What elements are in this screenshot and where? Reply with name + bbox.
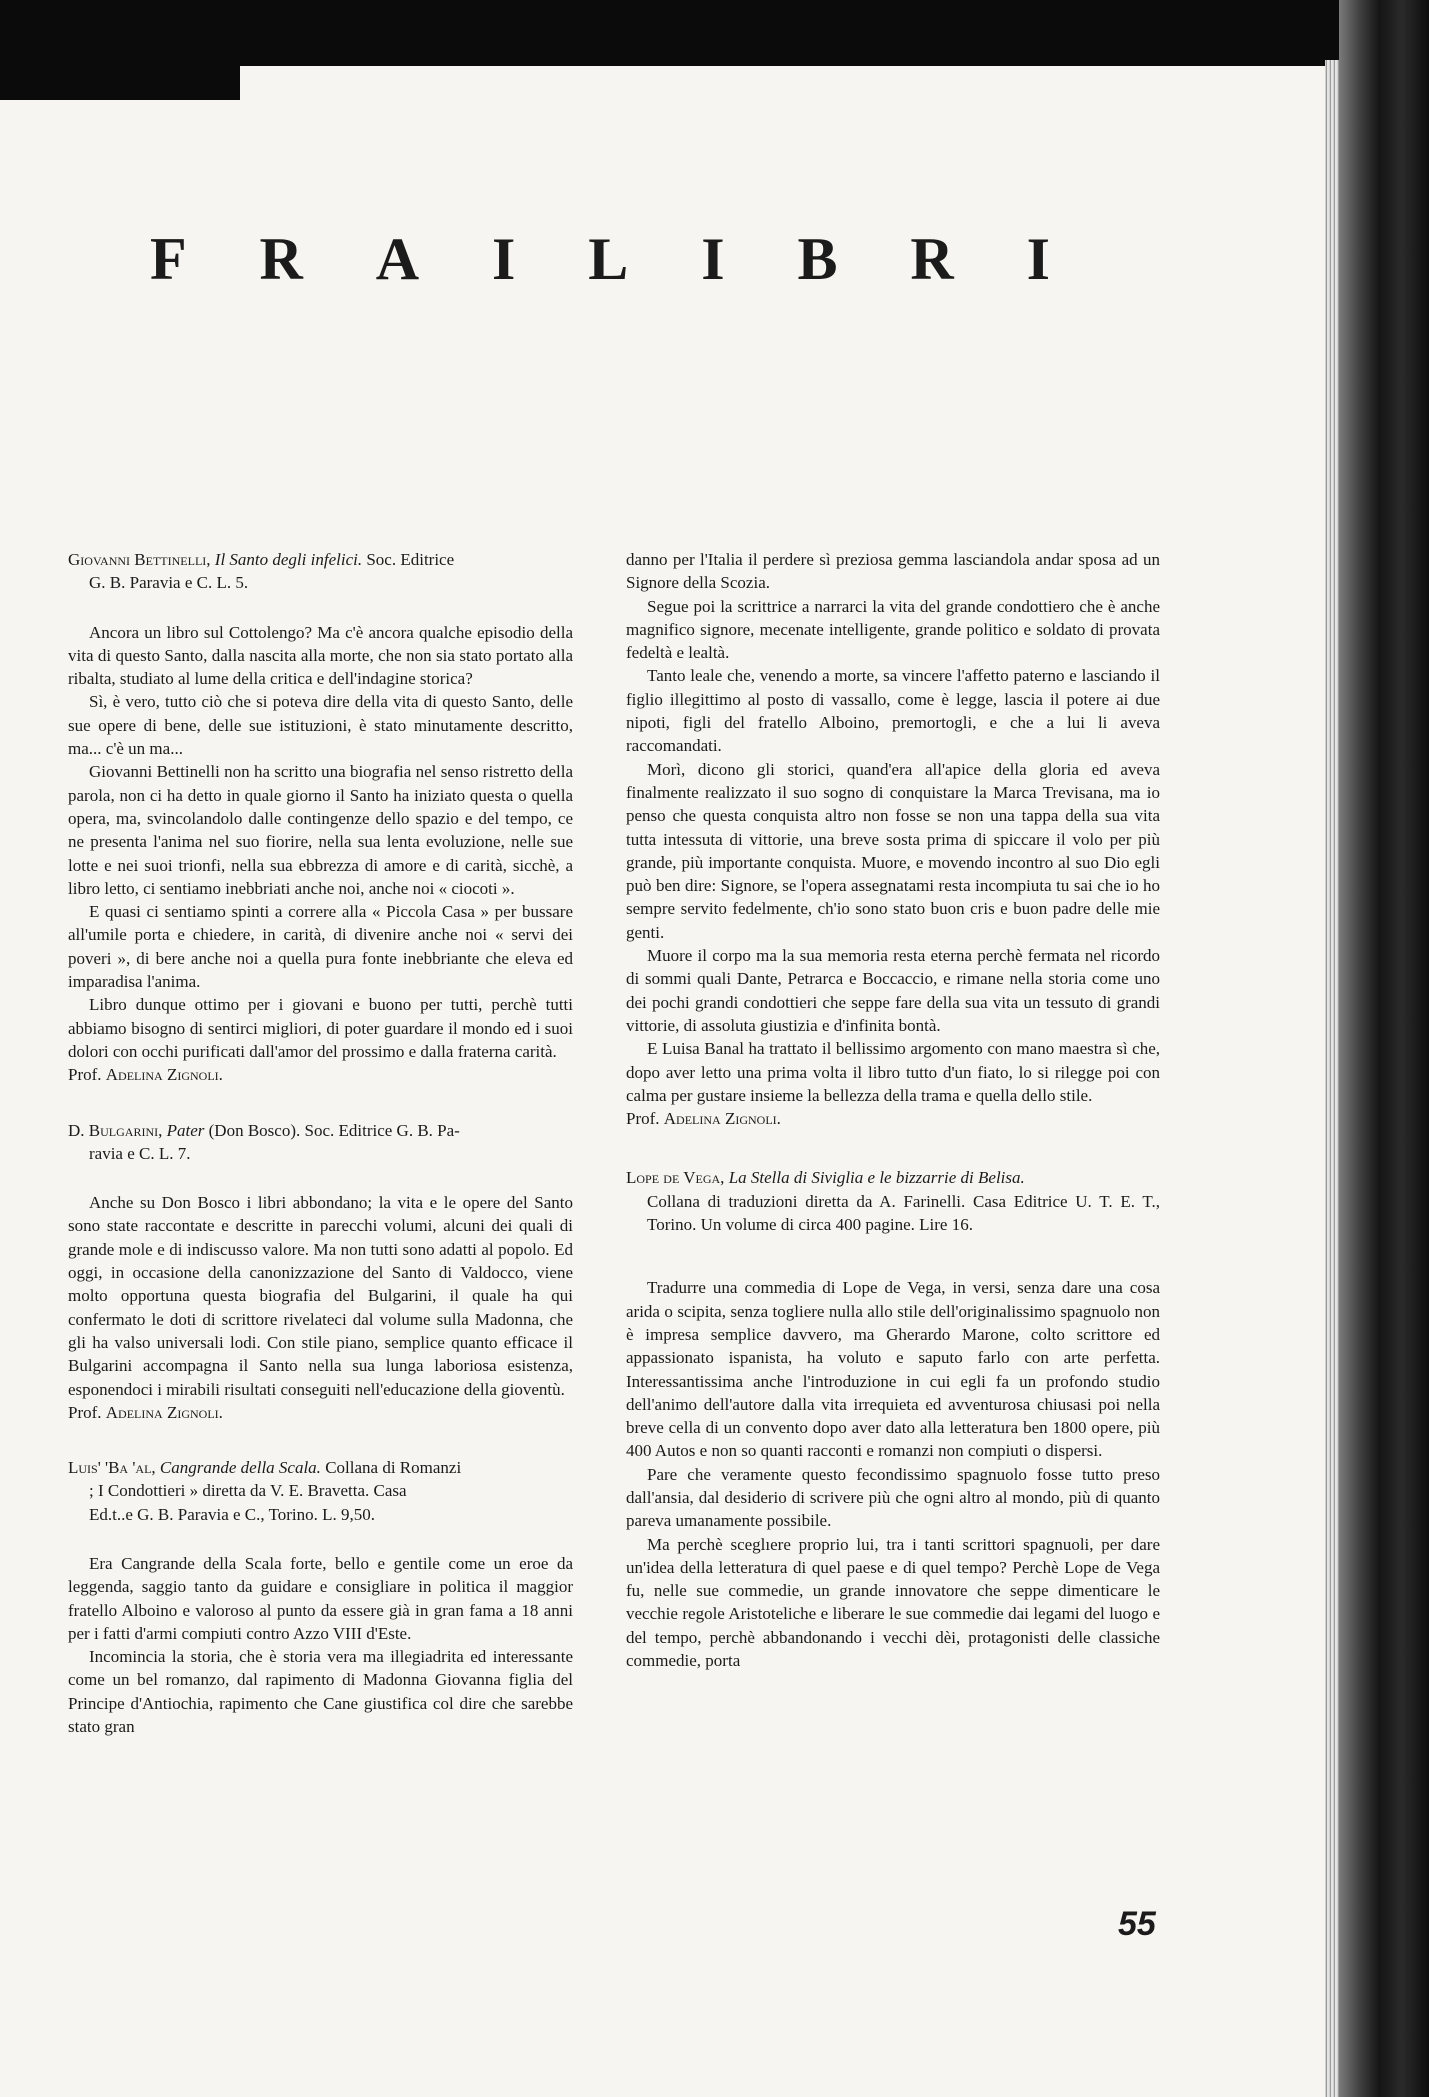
- review-publisher: (Don Bosco). Soc. Editrice G. B. Pa-: [204, 1120, 460, 1140]
- review-paragraph: Tradurre una commedia di Lope de Vega, in versi, senza dare una cosa arida o scipita, senza togliere nulla allo stile dell'originalissimo spagnuolo non è impresa semplice davvero, ma Gherardo Marone, colto scrittore ed appassionato ispanista, ha voluto e saputo farlo con arte perfetta. Interessantissima anche l'introduzione in cui egli fa un profondo studio dell'animo dell'autore dalla vita irrequieta ed avventurosa chiusasi poi nella breve cella di un convento dopo aver dato alla letteratura ben 1800 opere, più 400 Autos e non so quanti racconti e romanzi non compiuti o dispersi.: [626, 1278, 1160, 1461]
- review-paragraph: Pare che veramente questo fecondissimo spagnuolo fosse tutto preso dall'ansia, dal desiderio di scrivere più che ogni altro al mondo, più di quanto pareva umanamente possibile.: [626, 1464, 1160, 1531]
- signature-prefix: Prof.: [68, 1402, 106, 1422]
- title-letter: R: [259, 226, 303, 292]
- review-paragraph: Anche su Don Bosco i libri abbondano; la vita e le opere del Santo sono state raccontate e descritte in parecchi volumi, alcuni dei quali di grande mole e di indiscusso valore. Ma non tutti sono adatti al popolo. Ed oggi, in occasione della canonizzazione del Santo di Valdocco, viene molto opportuna questa biografia del Bulgarini, il quale ha qui confermato le doti di scrittore rivelateci dal volume sulla Madonna, che gli ha valso universali lodi. Con stile piano, semplice quanto efficace il Bulgarini accompagna il Santo nella sua lunga laboriosa esistenza, esponendoci i mirabili risultati conseguiti nell'educazione della gioventù.: [68, 1193, 573, 1399]
- page-title: [150, 225, 1050, 294]
- title-letter: I: [1026, 226, 1050, 292]
- review-paragraph: Era Cangrande della Scala forte, bello e gentile come un eroe da leggenda, saggio tanto da guidare e consigliare in politica il maggior fratello Alboino e valoroso al punto da essere già in gran fama a 18 anni per i fatti d'armi compiuti contro Azzo VIII d'Este.: [68, 1553, 573, 1643]
- review-author: D. Bulgarini,: [68, 1120, 163, 1140]
- review-paragraph: Sì, è vero, tutto ciò che si poteva dire della vita di questo Santo, delle sue opere di bene, delle sue istituzioni, è stato minutamente descritto, ma... c'è un ma...: [68, 692, 573, 759]
- review-heading: [626, 1166, 1160, 1236]
- review-publisher-cont: ravia e C. L. 7.: [89, 1143, 191, 1163]
- title-letter: L: [588, 226, 629, 292]
- title-letter: A: [375, 226, 420, 292]
- review-heading: [68, 548, 573, 595]
- signature-name: Adelina Zignoli.: [663, 1109, 781, 1129]
- review-paragraph: Incomincia la storia, che è storia vera ma illegiadrita ed interessante come un bel romanzo, dal rapimento di Madonna Giovanna figlia del Principe d'Antiochia, rapimento che Cane giustifica col dire che sarebbe stato gran: [68, 1647, 573, 1737]
- review-paragraph: Giovanni Bettinelli non ha scritto una biografia nel senso ristretto della parola, non ci ha detto in quale giorno il Santo ha iniziato questa o quella opera, ma, svincolandolo dalle contingenze dello spazio e del tempo, ce ne presenta l'anima nel suo fiorire, nella sua lenta evoluzione, nelle sue lotte e nei suoi trionfi, nella sua ebbrezza di amore e di carità, sicchè, a libro letto, ci sentiamo inebbriati anche noi, anche noi « ciocoti ».: [68, 762, 573, 898]
- review-work-title: Pater: [166, 1120, 205, 1140]
- review-publisher: Collana di Romanzi: [320, 1458, 462, 1478]
- review-signature: [68, 1401, 573, 1424]
- title-letter: R: [910, 226, 954, 292]
- review-paragraph: Ma perchè sceglıere proprio lui, tra i tanti scrittori spagnuoli, per dare un'idea della letteratura di quel paese e di quel tempo? Perchè Lope de Vega fu, nelle sue commedie, un grande innovatore che seppe dimenticare le vecchie regole Aristoteliche e liberare le sue commedie dai legami del luogo e del tempo, perchè abbandonando i vecchi dèi, protagonisti delle classiche commedie, porta: [626, 1534, 1160, 1671]
- review-paragraph: Libro dunque ottimo per i giovani e buono per tutti, perchè tutti abbiamo bisogno di sentirci migliori, di poter guardare il mondo ed i suoi dolori con occhi purificati dall'amor del prossimo e dalla fraterna carità.: [68, 995, 573, 1061]
- review-heading: [68, 1456, 573, 1526]
- review-paragraph: Muore il corpo ma la sua memoria resta eterna perchè fermata nel ricordo di sommi quali Dante, Petrarca e Boccaccio, e rimane nella storia come uno dei pochi grandi condottieri che seppe fare della sua vita un tessuto di grandi vittorie, di assoluta giustizia e d'infinita bontà.: [626, 946, 1160, 1035]
- review-paragraph: Ancora un libro sul Cottolengo? Ma c'è ancora qualche episodio della vita di questo Santo, dalla nascita alla morte, che non sia stato portato alla ribalta, studiato al lume della critica e dell'indagine storica?: [68, 622, 573, 689]
- review-work-title: Cangrande della Scala.: [159, 1458, 321, 1478]
- left-column: [68, 548, 573, 1738]
- review-paragraph: Segue poi la scrittrice a narrarci la vita del grande condottiero che è anche magnifico signore, mecenate intelligente, grande politico e soldato di provata fedeltà e lealtà.: [626, 596, 1160, 663]
- review-work-title: Il Santo degli infelici.: [214, 550, 363, 569]
- right-column: [626, 548, 1160, 1672]
- review-signature: [626, 1107, 1160, 1130]
- review-paragraph: Morì, dicono gli storici, quand'era all'apice della gloria ed aveva finalmente realizzato il suo sogno di conquistare la Marca Trevisana, ma io penso che questa conquista altro non fosse se non una tappa della sua vita tutta intessuta di vittorie, una breve sosta prima di spiccare il volo per più grande, più importante conquista. Muore, e movendo incontro al suo Dio egli può ben dire: Signore, se l'opera assegnatami resta incompiuta tu sai che io ho sempre servito fedelmente, ch'io sono stato buon cris e buon padre delle mie genti.: [626, 759, 1160, 942]
- signature-name: Adelina Zignoli.: [105, 1402, 223, 1422]
- title-letter: I: [701, 226, 725, 292]
- review-publisher-cont: Ed.t..e G. B. Paravia e C., Torino. L. 9,50.: [89, 1504, 376, 1524]
- review-paragraph: Tanto leale che, venendo a morte, sa vincere l'affetto paterno e lasciando il figlio illegittimo al posto di vassallo, come è legge, lascia il potere ai due nipoti, figli del fratello Alboino, premortogli, e che a lui li aveva raccomandati.: [626, 666, 1160, 756]
- book-spine: [1339, 0, 1429, 2097]
- review-heading: [68, 1119, 573, 1166]
- review-paragraph: E quasi ci sentiamo spinti a correre alla « Piccola Casa » per bussare all'umile porta e chiedere, in carità, di divenire anche noi « servi dei poveri », di bere anche noi a quella pura fonte inebbriante che eleva ed imparadisa l'anima.: [68, 902, 573, 992]
- title-letter: F: [150, 226, 187, 292]
- title-letter: B: [797, 226, 838, 292]
- review-author: Giovanni Bettinelli,: [68, 550, 211, 569]
- signature-prefix: Prof.: [68, 1065, 106, 1085]
- signature-name: Adelina Zignoli.: [105, 1065, 223, 1085]
- review-signature: [68, 1063, 573, 1086]
- review-work-title: La Stella di Siviglia e le bizzarrie di Belisa.: [728, 1168, 1025, 1188]
- review-author: Luis' 'Ba 'al,: [68, 1458, 156, 1478]
- scan-top-notch: [0, 40, 240, 100]
- review-paragraph: danno per l'Italia il perdere sì preziosa gemma lasciandola andar sposa ad un Signore della Scozia.: [626, 550, 1160, 593]
- title-letter: I: [492, 226, 516, 292]
- review-publisher-cont: G. B. Paravia e C. L. 5.: [89, 573, 249, 593]
- review-publisher-cont: ; I Condottieri » diretta da V. E. Bravetta. Casa: [89, 1481, 407, 1501]
- review-author: Lope de Vega,: [626, 1168, 725, 1188]
- review-publisher-cont: Collana di traduzioni diretta da A. Farinelli. Casa Editrice U. T. E. T., Torino. Un volume di circa 400 pagine. Lire 16.: [647, 1191, 1160, 1235]
- signature-prefix: Prof.: [626, 1109, 664, 1129]
- page-number: 55: [1118, 1905, 1156, 1943]
- page-edges: [1325, 60, 1339, 2097]
- review-paragraph: E Luisa Banal ha trattato il bellissimo argomento con mano maestra sì che, dopo aver letto una prima volta il libro tutto d'un fiato, lo si rilegge poi con calma per gustare insieme la bellezza della trama e quella dello stile.: [626, 1039, 1160, 1105]
- review-publisher: Soc. Editrice: [362, 550, 455, 569]
